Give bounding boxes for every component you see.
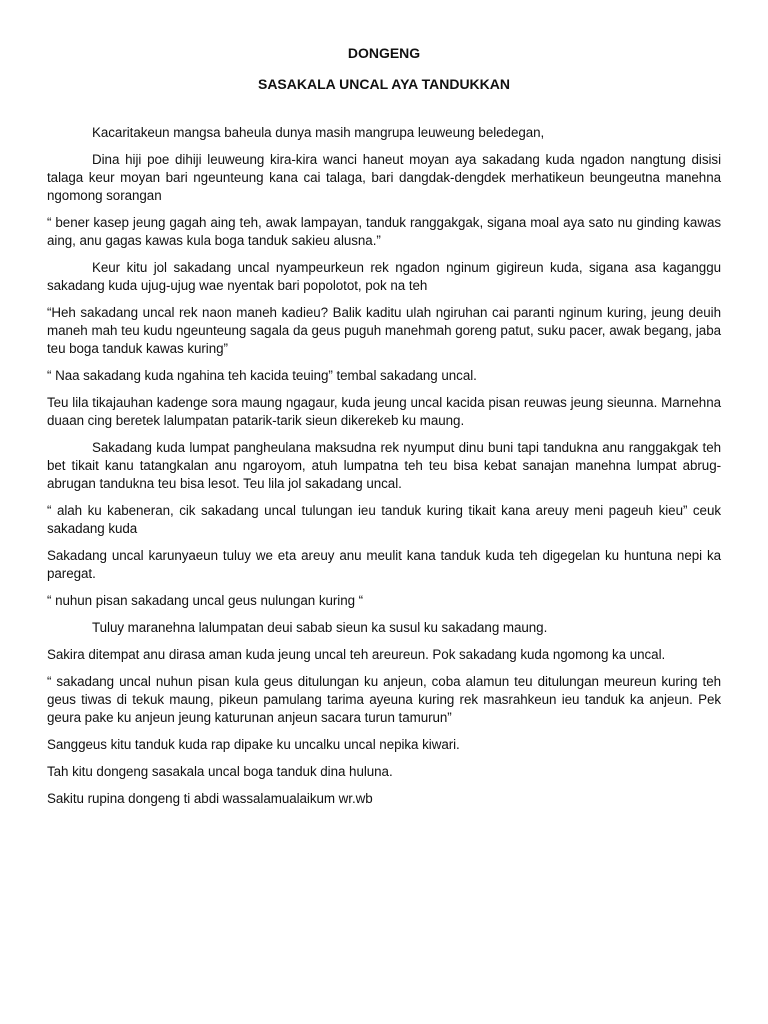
document-subtitle: SASAKALA UNCAL AYA TANDUKKAN — [257, 76, 510, 92]
paragraph: Tah kitu dongeng sasakala uncal boga tanduk dina huluna. — [47, 764, 393, 779]
paragraph: Dina hiji poe dihiji leuweung kira-kira wanci haneut moyan aya sakadang kuda ngadon nangtung disisi talaga keur moyan bari ngeunteung kana cai talaga, bari dangdak-dengdek merhatikeun beungeutna manehna ngomong sorangan — [47, 152, 721, 203]
document-body — [47, 124, 721, 808]
paragraph: Sakira ditempat anu dirasa aman kuda jeung uncal teh areureun. Pok sakadang kuda ngomong ka uncal. — [47, 647, 666, 662]
paragraph: “ bener kasep jeung gagah aing teh, awak lampayan, tanduk ranggakgak, sigana moal aya sato nu ginding kawas aing, anu gagas kawas kula boga tanduk sakieu alusna.” — [47, 215, 721, 248]
paragraph: Sanggeus kitu tanduk kuda rap dipake ku uncalku uncal nepika kiwari. — [47, 737, 460, 752]
document-page — [47, 44, 721, 817]
paragraph: “ nuhun pisan sakadang uncal geus nulungan kuring “ — [47, 593, 364, 608]
paragraph: Teu lila tikajauhan kadenge sora maung ngagaur, kuda jeung uncal kacida pisan reuwas jeung sieunna. Marnehna duaan cing beretek lalumpatan patarik-tarik sieun dikerekeb ku maung. — [47, 395, 721, 428]
paragraph: Sakitu rupina dongeng ti abdi wassalamualaikum wr.wb — [47, 791, 373, 806]
paragraph: Sakadang uncal karunyaeun tuluy we eta areuy anu meulit kana tanduk kuda teh digegelan ku huntuna nepi ka paregat. — [47, 548, 721, 581]
paragraph: Kacaritakeun mangsa baheula dunya masih mangrupa leuweung beledegan, — [92, 125, 545, 140]
paragraph: “ sakadang uncal nuhun pisan kula geus ditulungan ku anjeun, coba alamun teu ditulungan meureun kuring teh geus tiwas di tekuk maung, pikeun pamulang tarima ayeuna kuring rek masrahkeun ieu tanduk ka anjeun. Pek geura pake ku anjeun jeung katurunan anjeun sacara turun tamurun” — [47, 674, 721, 725]
paragraph: “ alah ku kabeneran, cik sakadang uncal tulungan ieu tanduk kuring tikait kana areuy meni pageuh kieu” ceuk sakadang kuda — [47, 503, 721, 536]
paragraph: Sakadang kuda lumpat pangheulana maksudna rek nyumput dinu buni tapi tandukna anu ranggakgak teh bet tikait kanu tatangkalan anu ngaroyom, atuh lumpatna teh teu bisa kebat sanajan manehna lumpat abrug-abrugan tandukna teu bisa lesot. Teu lila jol sakadang uncal. — [47, 440, 721, 491]
document-title: DONGENG — [347, 45, 421, 61]
paragraph: “Heh sakadang uncal rek naon maneh kadieu? Balik kaditu ulah ngiruhan cai paranti nginum kuring, jeung deuih maneh mah teu kudu ngeunteung sagala da geus puguh manehmah goreng patut, suku pacer, awak begang, jaba teu boga tanduk kawas kuring” — [47, 305, 721, 356]
paragraph: Keur kitu jol sakadang uncal nyampeurkeun rek ngadon nginum gigireun kuda, sigana asa kaganggu sakadang kuda ujug-ujug wae nyentak bari popolotot, pok na teh — [47, 260, 721, 293]
paragraph: “ Naa sakadang kuda ngahina teh kacida teuing” tembal sakadang uncal. — [47, 368, 477, 383]
paragraph: Tuluy maranehna lalumpatan deui sabab sieun ka susul ku sakadang maung. — [92, 620, 548, 635]
